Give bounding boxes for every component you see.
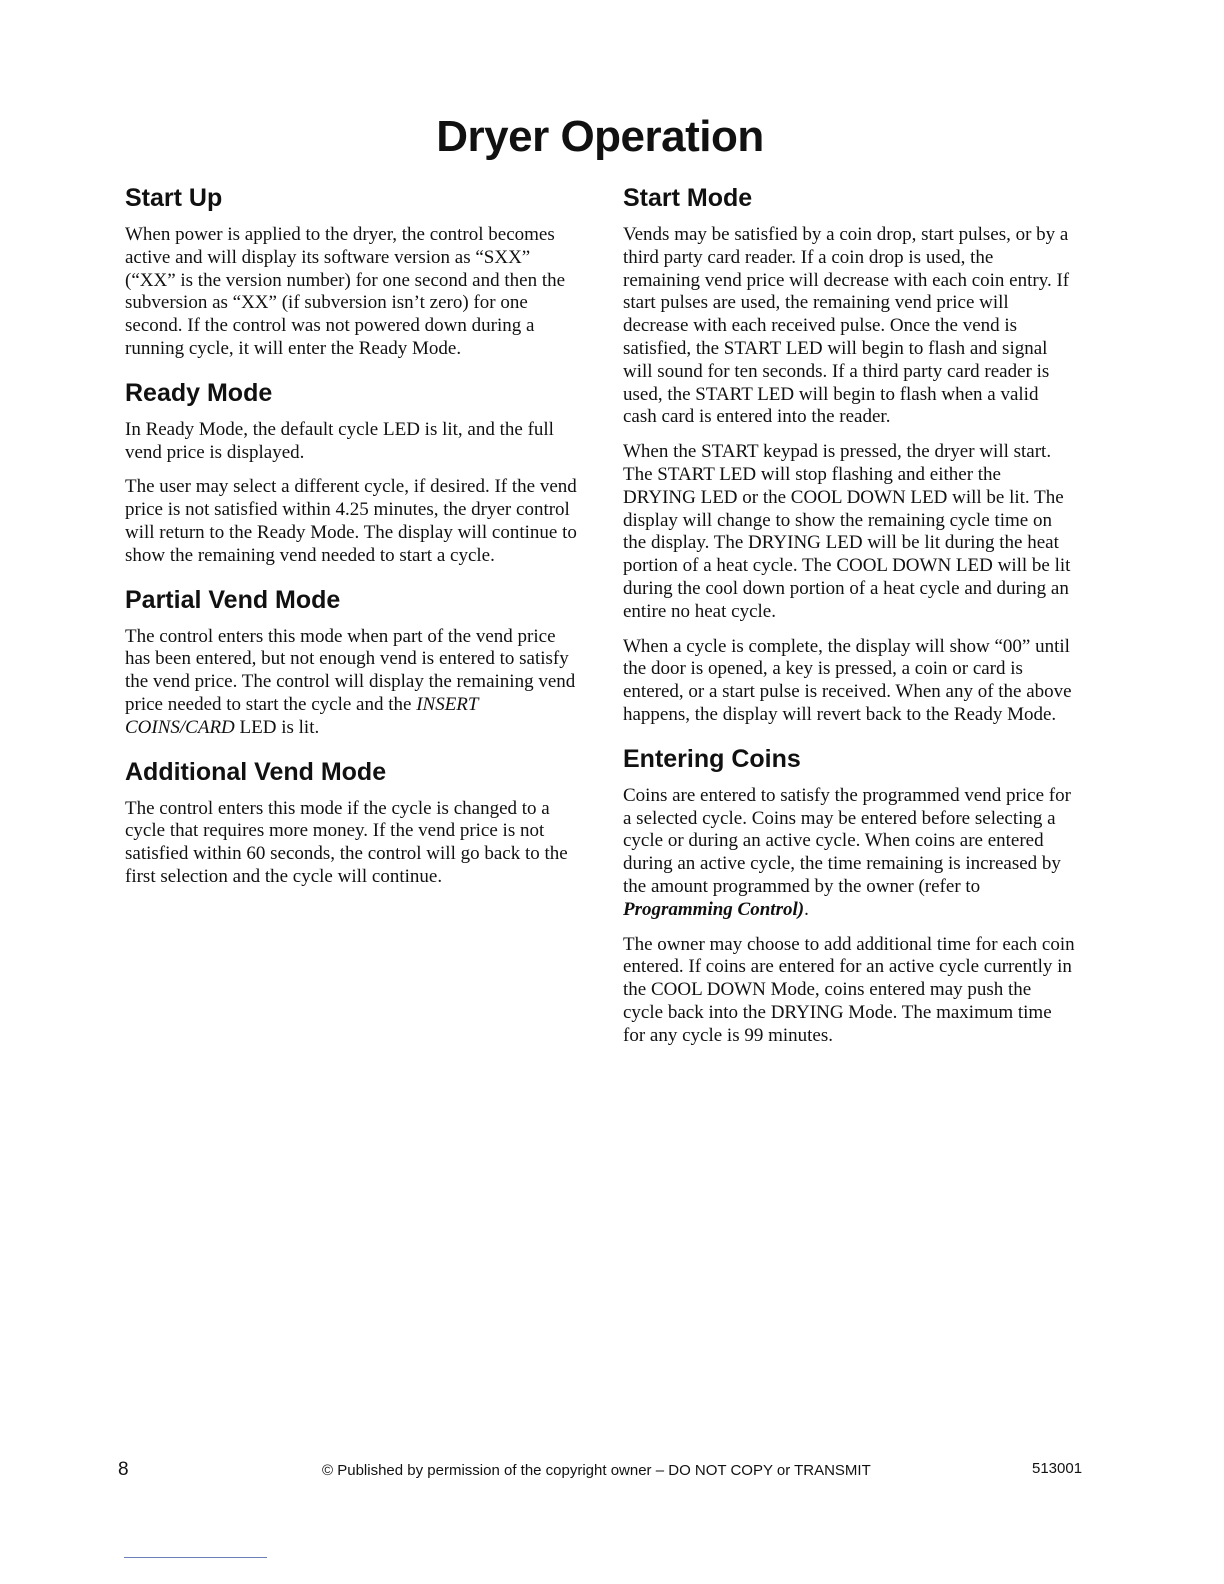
entering-coins-paragraph-2: The owner may choose to add additional time for each coin entered. If coins are entered for an active cycle currently in the COOL DOWN Mode, coins entered may push the cycle back into the DRYING Mode. The maximum time for any cycle is 99 minutes. (623, 933, 1075, 1046)
partial-vend-paragraph (125, 626, 577, 740)
entering-coins-heading: Entering Coins (623, 744, 801, 773)
start-up-heading: Start Up (125, 184, 223, 212)
ready-mode-heading: Ready Mode (125, 378, 273, 407)
start-up-paragraph: When power is applied to the dryer, the control becomes active and will display its software version as “SXX” (“XX” is the version number) for one second and then the subversion as “XX” (if subversion isn’t zero) for one second. If the control was not powered down during a running cycle, it will enter the Ready Mode. (125, 224, 566, 359)
entering-coins-text-after: . (804, 898, 809, 920)
entering-coins-paragraph-1 (623, 785, 1075, 922)
insert-coins-card-label: INSERT COINS/CARD (125, 693, 479, 738)
partial-vend-section (125, 584, 577, 740)
partial-vend-text-before: The control enters this mode when part of the vend price has been entered, but not enough vend is entered to satisfy the vend price. The control will display the remaining vend price needed to start the cycle and the (125, 625, 576, 715)
start-mode-paragraph-2: When the START keypad is pressed, the dryer will start. The START LED will stop flashing and either the DRYING LED or the COOL DOWN LED will be lit. The display will change to show the remaining cycle time on the display. The DRYING LED will be lit during the heat portion of a heat cycle. The COOL DOWN LED will be lit during the cool down portion of a heat cycle and during an entire no heat cycle. (623, 441, 1071, 622)
left-column (125, 182, 577, 905)
start-mode-heading: Start Mode (623, 184, 753, 212)
additional-vend-heading: Additional Vend Mode (125, 757, 387, 786)
document-number: 513001 (1032, 1460, 1083, 1477)
programming-control-reference: Programming Control) (623, 898, 805, 920)
right-column (623, 182, 1075, 1064)
partial-vend-text-after: LED is lit. (234, 716, 320, 738)
ready-mode-paragraph-1: In Ready Mode, the default cycle LED is lit, and the full vend price is displayed. (125, 418, 554, 463)
partial-vend-heading: Partial Vend Mode (125, 585, 341, 614)
copyright-notice: © Published by permission of the copyright owner – DO NOT COPY or TRANSMIT (322, 1462, 871, 1479)
additional-vend-section (125, 756, 577, 889)
start-up-section (125, 182, 577, 361)
ready-mode-section (125, 377, 577, 568)
page-number: 8 (118, 1459, 129, 1480)
bottom-rule-divider (124, 1557, 267, 1558)
ready-mode-paragraph-2: The user may select a different cycle, if desired. If the vend price is not satisfied within 4.25 minutes, the dryer control will return to the Ready Mode. The display will continue to show the remaining vend needed to start a cycle. (125, 476, 577, 566)
additional-vend-paragraph: The control enters this mode if the cycle is changed to a cycle that requires more money. If the vend price is not satisfied within 60 seconds, the control will go back to the first selection and the cycle will continue. (125, 797, 568, 887)
start-mode-paragraph-1: Vends may be satisfied by a coin drop, start pulses, or by a third party card reader. If a coin drop is used, the remaining vend price will decrease with each coin entry. If start pulses are used, the remaining vend price will decrease with each received pulse. Once the vend is satisfied, the START LED will begin to flash and signal will sound for ten seconds. If a third party card reader is used, the START LED will begin to flash when a valid cash card is entered into the reader. (623, 224, 1070, 428)
start-mode-section (623, 182, 1075, 727)
entering-coins-text-before: Coins are entered to satisfy the programmed vend price for a selected cycle. Coins may be entered before selecting a cycle or during an active cycle. When coins are entered during an active cycle, the time remaining is increased by the amount programmed by the owner (refer to (623, 784, 1071, 897)
start-mode-paragraph-3: When a cycle is complete, the display will show “00” until the door is opened, a key is pressed, a coin or card is entered, or a start pulse is received. When any of the above happens, the display will revert back to the Ready Mode. (623, 635, 1072, 725)
page-title: Dryer Operation (436, 112, 764, 161)
entering-coins-section (623, 743, 1075, 1048)
page-footer (0, 1459, 1224, 1483)
